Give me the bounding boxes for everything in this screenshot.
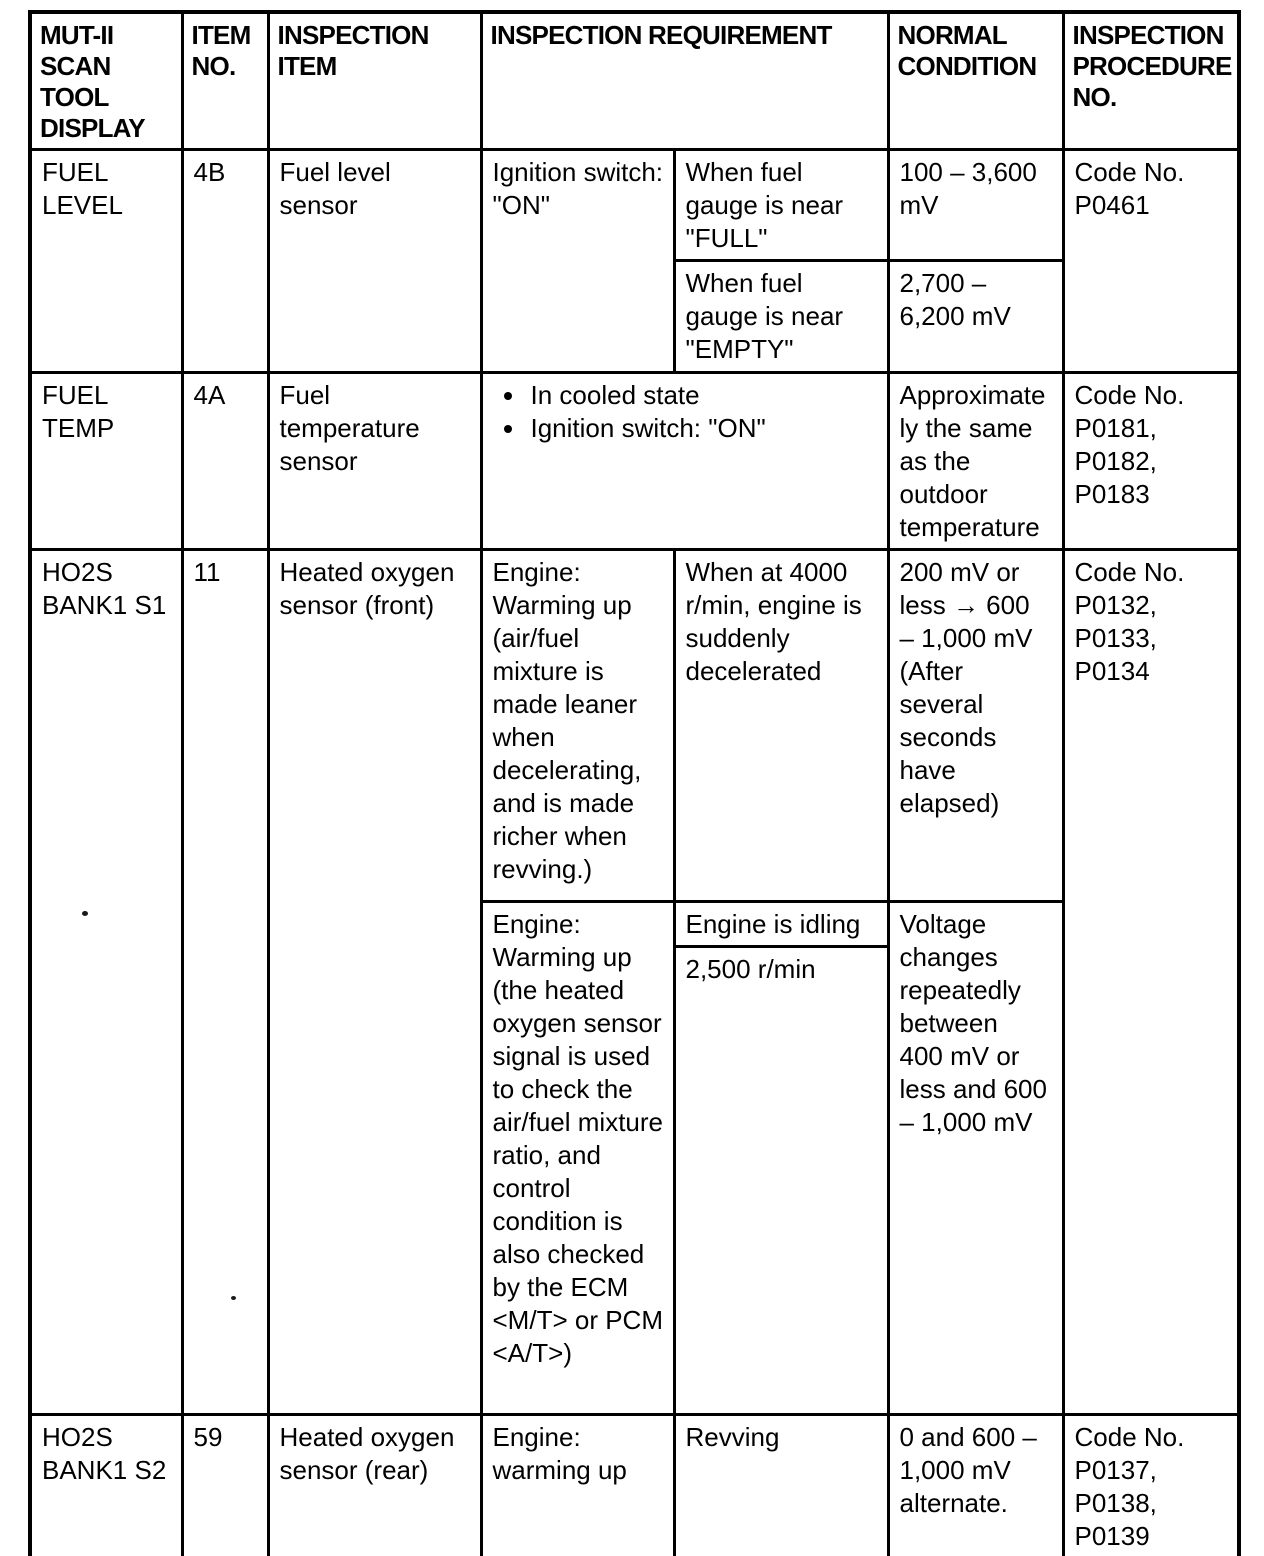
cell-item-no-ho2s-bank1-s2: 59 <box>182 1415 268 1556</box>
header-item-no: ITEM NO. <box>182 12 268 150</box>
inspection-spec-table <box>28 10 1241 1556</box>
cell-requirement-ho2s-s1-feedback: Engine: Warming up (the heated oxygen sensor signal is used to check the air/fuel mixture ratio, and control condition is also checked by the ECM <M/T> or PCM <A/T>) <box>481 902 674 1415</box>
cell-procedure-fuel-level: Code No. P0461 <box>1063 150 1239 373</box>
cell-condition-ho2s-s2: 0 and 600 – 1,000 mV alternate. <box>888 1415 1063 1556</box>
cell-trigger-ho2s-s1-idling: Engine is idling <box>674 902 888 947</box>
cell-item-no-fuel-level: 4B <box>182 150 268 373</box>
cell-condition-fuel-gauge-full: 100 – 3,600 mV <box>888 150 1063 261</box>
cell-condition-ho2s-s1-voltage: Voltage changes repeatedly between 400 mV or less and 600 – 1,000 mV <box>888 902 1063 1415</box>
cell-inspection-item-ho2s-bank1-s2: Heated oxygen sensor (rear) <box>268 1415 481 1556</box>
scan-speck <box>82 911 88 916</box>
cell-item-no-ho2s-bank1-s1: 11 <box>182 550 268 1415</box>
header-normal-condition: NORMAL CONDITION <box>888 12 1063 150</box>
cell-item-no-fuel-temp: 4A <box>182 373 268 550</box>
row-ho2s-bank1-s1-a <box>30 550 1239 902</box>
cell-display-fuel-level: FUEL LEVEL <box>30 150 182 373</box>
cell-display-ho2s-bank1-s1: HO2S BANK1 S1 <box>30 550 182 1415</box>
row-fuel-level-a <box>30 150 1239 261</box>
requirement-bullet-cooled-state: • In cooled state <box>527 379 879 412</box>
header-inspection-item: INSPECTION ITEM <box>268 12 481 150</box>
requirement-bullet-list <box>493 379 879 445</box>
table-header-row <box>30 12 1239 150</box>
cell-requirement-ho2s-s1-warmup-decel: Engine: Warming up (air/fuel mixture is made leaner when decelerating, and is made richer when revving.) <box>481 550 674 902</box>
requirement-bullet-ignition-on: • Ignition switch: "ON" <box>527 412 879 445</box>
cell-trigger-ho2s-s2-revving: Revving <box>674 1415 888 1556</box>
cell-display-fuel-temp: FUEL TEMP <box>30 373 182 550</box>
cell-display-ho2s-bank1-s2: HO2S BANK1 S2 <box>30 1415 182 1556</box>
cell-procedure-fuel-temp: Code No. P0181, P0182, P0183 <box>1063 373 1239 550</box>
cell-requirement-fuel-gauge-empty: When fuel gauge is near "EMPTY" <box>674 261 888 373</box>
cell-requirement-fuel-temp <box>481 373 888 550</box>
cell-requirement-fuel-level: Ignition switch: "ON" <box>481 150 674 373</box>
cell-inspection-item-ho2s-bank1-s1: Heated oxygen sensor (front) <box>268 550 481 1415</box>
header-inspection-requirement: INSPECTION REQUIREMENT <box>481 12 888 150</box>
cell-condition-fuel-gauge-empty: 2,700 – 6,200 mV <box>888 261 1063 373</box>
cell-requirement-ho2s-s2-warmup: Engine: warming up <box>481 1415 674 1556</box>
cell-trigger-ho2s-s1-sudden-decel: When at 4000 r/min, engine is suddenly decelerated <box>674 550 888 902</box>
row-fuel-temp <box>30 373 1239 550</box>
cell-condition-ho2s-s1-decel: 200 mV or less → 600 – 1,000 mV (After several seconds have elapsed) <box>888 550 1063 902</box>
scan-speck <box>231 1296 236 1300</box>
cell-procedure-ho2s-bank1-s2: Code No. P0137, P0138, P0139 <box>1063 1415 1239 1556</box>
cell-trigger-ho2s-s1-2500rmin: 2,500 r/min <box>674 947 888 1415</box>
cell-inspection-item-fuel-level: Fuel level sensor <box>268 150 481 373</box>
row-ho2s-bank1-s2 <box>30 1415 1239 1556</box>
cell-procedure-ho2s-bank1-s1: Code No. P0132, P0133, P0134 <box>1063 550 1239 1415</box>
cell-requirement-fuel-gauge-full: When fuel gauge is near "FULL" <box>674 150 888 261</box>
cell-condition-fuel-temp: Approximately the same as the outdoor temperature <box>888 373 1063 550</box>
cell-inspection-item-fuel-temp: Fuel temperature sensor <box>268 373 481 550</box>
header-scan-tool-display: MUT-II SCAN TOOL DISPLAY <box>30 12 182 150</box>
header-inspection-procedure-no: INSPECTION PROCEDURE NO. <box>1063 12 1239 150</box>
